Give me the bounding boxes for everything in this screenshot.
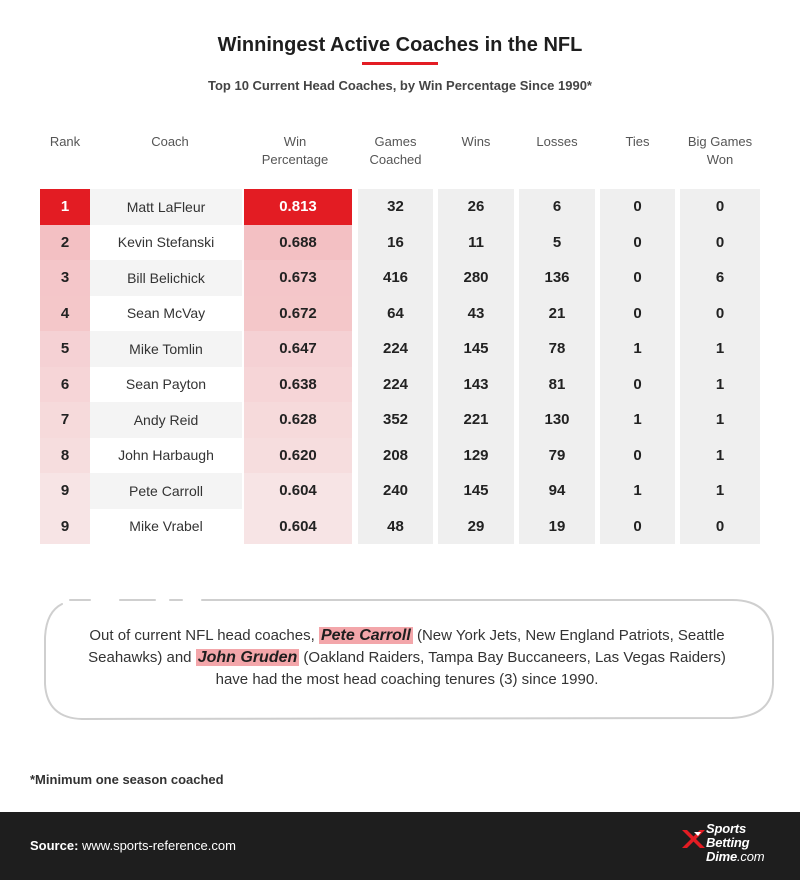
- cell-big-games-won: 1: [715, 446, 725, 464]
- cell-rank: 8: [40, 438, 90, 474]
- header-games-coached: Games Coached: [369, 134, 422, 167]
- cell-wins: 145: [463, 482, 489, 500]
- logo-mark-icon: [680, 828, 706, 850]
- cell-big-games-won: 1: [715, 340, 725, 358]
- cell-ties: 1: [633, 482, 642, 500]
- cell-win-percentage: 0.638: [244, 367, 352, 403]
- cell-ties: 1: [633, 340, 642, 358]
- cell-ties: 0: [633, 446, 642, 464]
- cell-win-percentage: 0.647: [244, 331, 352, 367]
- cell-games-coached: 48: [387, 517, 404, 535]
- sportsbettingdime-logo: [680, 822, 780, 872]
- cell-losses: 94: [548, 482, 566, 500]
- logo-wordmark: [706, 822, 764, 864]
- cell-wins: 280: [463, 269, 489, 287]
- cell-losses: 21: [548, 304, 566, 322]
- cell-games-coached: 224: [382, 375, 409, 393]
- cell-coach: Andy Reid: [90, 402, 242, 438]
- cell-ties: 0: [633, 198, 642, 216]
- cell-coach: Matt LaFleur: [90, 189, 242, 225]
- cell-losses: 19: [548, 517, 566, 535]
- cell-wins: 129: [463, 446, 489, 464]
- cell-rank: 4: [40, 296, 90, 332]
- note-highlight-john-gruden: John Gruden: [197, 649, 298, 666]
- header-ties: Ties: [625, 134, 650, 149]
- note-part-2: (New York Jets, New England Patriots, Seattle Seahawks) and: [88, 627, 725, 666]
- cell-ties: 0: [633, 375, 642, 393]
- chart-title: Winningest Active Coaches in the NFL: [217, 34, 583, 56]
- cell-coach: Sean McVay: [90, 296, 242, 332]
- cell-win-percentage: 0.672: [244, 296, 352, 332]
- cell-big-games-won: 1: [715, 482, 725, 500]
- cell-big-games-won: 1: [715, 375, 725, 393]
- note-part-3: (Oakland Raiders, Tampa Bay Buccaneers, Las Vegas Raiders) have had the most head coaching tenures (3) since 1990.: [215, 649, 726, 688]
- cell-coach: John Harbaugh: [90, 438, 242, 474]
- cell-win-percentage: 0.628: [244, 402, 352, 438]
- cell-ties: 0: [633, 517, 642, 535]
- cell-games-coached: 16: [387, 233, 404, 251]
- cell-games-coached: 224: [382, 340, 409, 358]
- source-line: [30, 838, 236, 853]
- note-part-1: Out of current NFL head coaches,: [89, 627, 319, 644]
- cell-win-percentage: 0.688: [244, 225, 352, 261]
- cell-losses: 6: [552, 198, 562, 216]
- cell-losses: 79: [548, 446, 566, 464]
- cell-losses: 81: [548, 375, 566, 393]
- cell-coach: Mike Tomlin: [90, 331, 242, 367]
- cell-wins: 26: [467, 198, 485, 216]
- cell-rank: 2: [40, 225, 90, 261]
- cell-losses: 136: [544, 269, 570, 287]
- cell-losses: 130: [544, 411, 570, 429]
- cell-win-percentage: 0.604: [244, 509, 352, 545]
- footer-bar: [0, 812, 800, 880]
- cell-games-coached: 352: [382, 411, 409, 429]
- cell-wins: 145: [463, 340, 489, 358]
- source-label: Source:: [30, 838, 79, 853]
- cell-coach: Mike Vrabel: [90, 509, 242, 545]
- cell-win-percentage: 0.813: [244, 189, 352, 225]
- logo-line-3: [706, 850, 764, 864]
- logo-line-3b: .com: [737, 849, 765, 864]
- cell-big-games-won: 1: [715, 411, 725, 429]
- cell-big-games-won: 0: [715, 233, 725, 251]
- cell-ties: 1: [633, 411, 642, 429]
- header-win-percentage: Win Percentage: [261, 134, 329, 167]
- source-url: www.sports-reference.com: [78, 838, 236, 853]
- cell-rank: 1: [40, 189, 90, 225]
- cell-coach: Kevin Stefanski: [90, 225, 242, 261]
- header-wins: Wins: [461, 134, 491, 149]
- cell-games-coached: 240: [382, 482, 409, 500]
- logo-line-2: Betting: [706, 835, 750, 850]
- cell-big-games-won: 0: [715, 198, 725, 216]
- cell-big-games-won: 6: [715, 269, 725, 287]
- cell-big-games-won: 0: [715, 304, 725, 322]
- footnote: *Minimum one season coached: [30, 772, 224, 787]
- header-coach: Coach: [151, 134, 189, 149]
- cell-rank: 6: [40, 367, 90, 403]
- cell-coach: Pete Carroll: [90, 473, 242, 509]
- title-underline: [362, 62, 438, 65]
- cell-games-coached: 64: [387, 304, 404, 322]
- cell-wins: 11: [468, 233, 484, 251]
- cell-wins: 221: [463, 411, 489, 429]
- cell-coach: Sean Payton: [90, 367, 242, 403]
- cell-games-coached: 208: [382, 446, 409, 464]
- cell-big-games-won: 0: [715, 517, 725, 535]
- note-text: [82, 625, 732, 691]
- cell-rank: 7: [40, 402, 90, 438]
- cell-ties: 0: [633, 233, 642, 251]
- header-rank: Rank: [49, 134, 81, 149]
- note-highlight-pete-carroll: Pete Carroll: [320, 627, 411, 644]
- cell-wins: 143: [463, 375, 489, 393]
- cell-ties: 0: [633, 269, 642, 287]
- chart-subtitle: Top 10 Current Head Coaches, by Win Percentage Since 1990*: [208, 78, 592, 93]
- cell-win-percentage: 0.604: [244, 473, 352, 509]
- logo-line-3a: Dime: [706, 849, 737, 864]
- cell-rank: 9: [40, 509, 90, 545]
- header-big-games-won: Big Games Won: [687, 134, 753, 167]
- header-losses: Losses: [536, 134, 578, 149]
- cell-games-coached: 32: [387, 198, 404, 216]
- cell-ties: 0: [633, 304, 642, 322]
- cell-coach: Bill Belichick: [90, 260, 242, 296]
- cell-rank: 9: [40, 473, 90, 509]
- cell-wins: 29: [467, 517, 485, 535]
- cell-losses: 78: [548, 340, 566, 358]
- cell-wins: 43: [467, 304, 485, 322]
- cell-rank: 3: [40, 260, 90, 296]
- logo-line-1: Sports: [706, 821, 746, 836]
- cell-rank: 5: [40, 331, 90, 367]
- cell-win-percentage: 0.620: [244, 438, 352, 474]
- cell-losses: 5: [552, 233, 562, 251]
- cell-win-percentage: 0.673: [244, 260, 352, 296]
- cell-games-coached: 416: [382, 269, 409, 287]
